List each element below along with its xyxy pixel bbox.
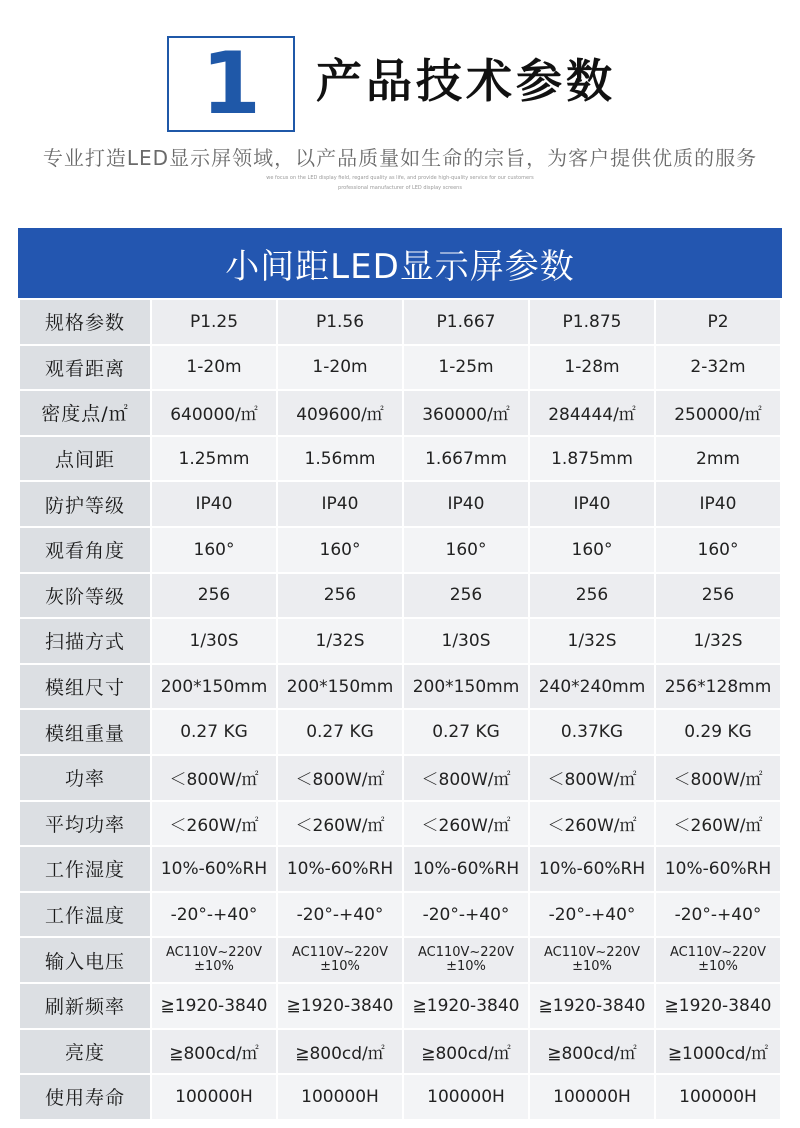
table-cell: 256: [655, 573, 781, 619]
table-cell: 160°: [655, 527, 781, 573]
section-number-box: [167, 36, 295, 132]
table-cell: 1.875mm: [529, 436, 655, 482]
table-cell: 2mm: [655, 436, 781, 482]
row-label: 模组重量: [19, 709, 151, 755]
table-row: [19, 527, 781, 573]
table-cell: 640000/㎡: [151, 390, 277, 436]
table-cell: ≧800cd/㎡: [151, 1029, 277, 1075]
row-label: 功率: [19, 755, 151, 801]
table-cell: 1/30S: [151, 618, 277, 664]
table-cell: 100000H: [151, 1074, 277, 1120]
page-title: 产品技术参数: [316, 54, 616, 108]
table-row: [19, 436, 781, 482]
row-label: 密度点/㎡: [19, 390, 151, 436]
table-row: [19, 664, 781, 710]
table-cell: 0.27 KG: [403, 709, 529, 755]
section-number: 1: [201, 34, 261, 134]
table-row: [19, 481, 781, 527]
row-label: 扫描方式: [19, 618, 151, 664]
table-cell: ≧1920-3840: [403, 983, 529, 1029]
table-cell: -20°-+40°: [403, 892, 529, 938]
table-row: [19, 801, 781, 847]
table-cell: 10%-60%RH: [403, 846, 529, 892]
table-row: [19, 709, 781, 755]
fine-print-line-2: professional manufacturer of LED display screens: [338, 185, 462, 191]
table-cell: ＜800W/㎡: [655, 755, 781, 801]
table-row: [19, 937, 781, 983]
table-row: [19, 846, 781, 892]
table-cell: AC110V~220V ±10%: [277, 937, 403, 983]
table-cell: 256: [277, 573, 403, 619]
table-cell: -20°-+40°: [529, 892, 655, 938]
table-cell: 256: [403, 573, 529, 619]
table-cell: 10%-60%RH: [277, 846, 403, 892]
table-cell: 2-32m: [655, 345, 781, 391]
row-label: 使用寿命: [19, 1074, 151, 1120]
table-cell: -20°-+40°: [151, 892, 277, 938]
table-cell: 160°: [403, 527, 529, 573]
table-cell: 256*128mm: [655, 664, 781, 710]
table-cell: ＜260W/㎡: [529, 801, 655, 847]
spec-table-container: [18, 228, 782, 1121]
page-subtitle: 专业打造LED显示屏领域，以产品质量如生命的宗旨，为客户提供优质的服务: [42, 146, 758, 170]
table-cell: 1.25mm: [151, 436, 277, 482]
table-cell: ≧1920-3840: [151, 983, 277, 1029]
row-label: 灰阶等级: [19, 573, 151, 619]
table-cell: ≧1920-3840: [277, 983, 403, 1029]
table-cell: 1.667mm: [403, 436, 529, 482]
fine-print-line-1: we focus on the LED display field, regard quality as life, and provide high-quality service for our customers: [266, 175, 534, 181]
model-p1-56: P1.56: [277, 299, 403, 345]
table-cell: -20°-+40°: [277, 892, 403, 938]
table-row: [19, 390, 781, 436]
table-cell: 256: [529, 573, 655, 619]
table-cell: ＜800W/㎡: [529, 755, 655, 801]
table-row: [19, 892, 781, 938]
table-cell: 10%-60%RH: [151, 846, 277, 892]
table-cell: 100000H: [529, 1074, 655, 1120]
table-cell: AC110V~220V ±10%: [403, 937, 529, 983]
table-cell: ≧800cd/㎡: [529, 1029, 655, 1075]
table-cell: 0.29 KG: [655, 709, 781, 755]
table-header-row: [19, 299, 781, 345]
table-cell: 284444/㎡: [529, 390, 655, 436]
table-cell: 256: [151, 573, 277, 619]
table-cell: IP40: [655, 481, 781, 527]
table-cell: 1-20m: [277, 345, 403, 391]
header: [0, 0, 800, 225]
table-cell: ＜260W/㎡: [277, 801, 403, 847]
table-cell: 10%-60%RH: [655, 846, 781, 892]
row-label: 防护等级: [19, 481, 151, 527]
table-cell: 160°: [529, 527, 655, 573]
table-cell: IP40: [277, 481, 403, 527]
row-label: 观看距离: [19, 345, 151, 391]
table-cell: -20°-+40°: [655, 892, 781, 938]
table-row: [19, 1074, 781, 1120]
table-cell: IP40: [529, 481, 655, 527]
table-cell: ≧800cd/㎡: [277, 1029, 403, 1075]
table-row: [19, 755, 781, 801]
table-row: [19, 983, 781, 1029]
model-p1-25: P1.25: [151, 299, 277, 345]
table-cell: 200*150mm: [151, 664, 277, 710]
table-row: [19, 618, 781, 664]
table-cell: IP40: [151, 481, 277, 527]
table-cell: 100000H: [403, 1074, 529, 1120]
table-cell: 1/30S: [403, 618, 529, 664]
table-cell: 10%-60%RH: [529, 846, 655, 892]
table-cell: 1-20m: [151, 345, 277, 391]
table-cell: AC110V~220V ±10%: [655, 937, 781, 983]
table-cell: 160°: [277, 527, 403, 573]
table-cell: 160°: [151, 527, 277, 573]
table-cell: 100000H: [655, 1074, 781, 1120]
table-cell: ＜800W/㎡: [277, 755, 403, 801]
table-cell: 240*240mm: [529, 664, 655, 710]
table-cell: ＜260W/㎡: [151, 801, 277, 847]
table-cell: 200*150mm: [277, 664, 403, 710]
table-cell: 0.27 KG: [151, 709, 277, 755]
model-p1-667: P1.667: [403, 299, 529, 345]
table-cell: ＜800W/㎡: [151, 755, 277, 801]
model-p1-875: P1.875: [529, 299, 655, 345]
table-cell: ＜260W/㎡: [655, 801, 781, 847]
table-cell: AC110V~220V ±10%: [529, 937, 655, 983]
table-cell: 0.37KG: [529, 709, 655, 755]
row-label: 工作湿度: [19, 846, 151, 892]
table-cell: 1-25m: [403, 345, 529, 391]
row-label: 刷新频率: [19, 983, 151, 1029]
table-cell: ≧1920-3840: [529, 983, 655, 1029]
row-label: 亮度: [19, 1029, 151, 1075]
table-cell: IP40: [403, 481, 529, 527]
row-label: 工作温度: [19, 892, 151, 938]
row-label: 输入电压: [19, 937, 151, 983]
table-cell: 1/32S: [529, 618, 655, 664]
row-label: 平均功率: [19, 801, 151, 847]
table-cell: 1/32S: [655, 618, 781, 664]
table-cell: 0.27 KG: [277, 709, 403, 755]
table-cell: 250000/㎡: [655, 390, 781, 436]
table-cell: AC110V~220V ±10%: [151, 937, 277, 983]
table-cell: 100000H: [277, 1074, 403, 1120]
spec-table: [18, 298, 782, 1121]
header-label: 规格参数: [19, 299, 151, 345]
row-label: 点间距: [19, 436, 151, 482]
table-cell: ＜260W/㎡: [403, 801, 529, 847]
table-cell: ≧800cd/㎡: [403, 1029, 529, 1075]
table-cell: 1/32S: [277, 618, 403, 664]
table-cell: 1-28m: [529, 345, 655, 391]
table-cell: ≧1920-3840: [655, 983, 781, 1029]
table-cell: ≧1000cd/㎡: [655, 1029, 781, 1075]
table-cell: 360000/㎡: [403, 390, 529, 436]
table-row: [19, 573, 781, 619]
model-p2: P2: [655, 299, 781, 345]
table-cell: 1.56mm: [277, 436, 403, 482]
table-row: [19, 1029, 781, 1075]
table-cell: ＜800W/㎡: [403, 755, 529, 801]
table-cell: 200*150mm: [403, 664, 529, 710]
table-cell: 409600/㎡: [277, 390, 403, 436]
row-label: 观看角度: [19, 527, 151, 573]
table-row: [19, 345, 781, 391]
table-banner: 小间距LED显示屏参数: [18, 228, 782, 298]
row-label: 模组尺寸: [19, 664, 151, 710]
